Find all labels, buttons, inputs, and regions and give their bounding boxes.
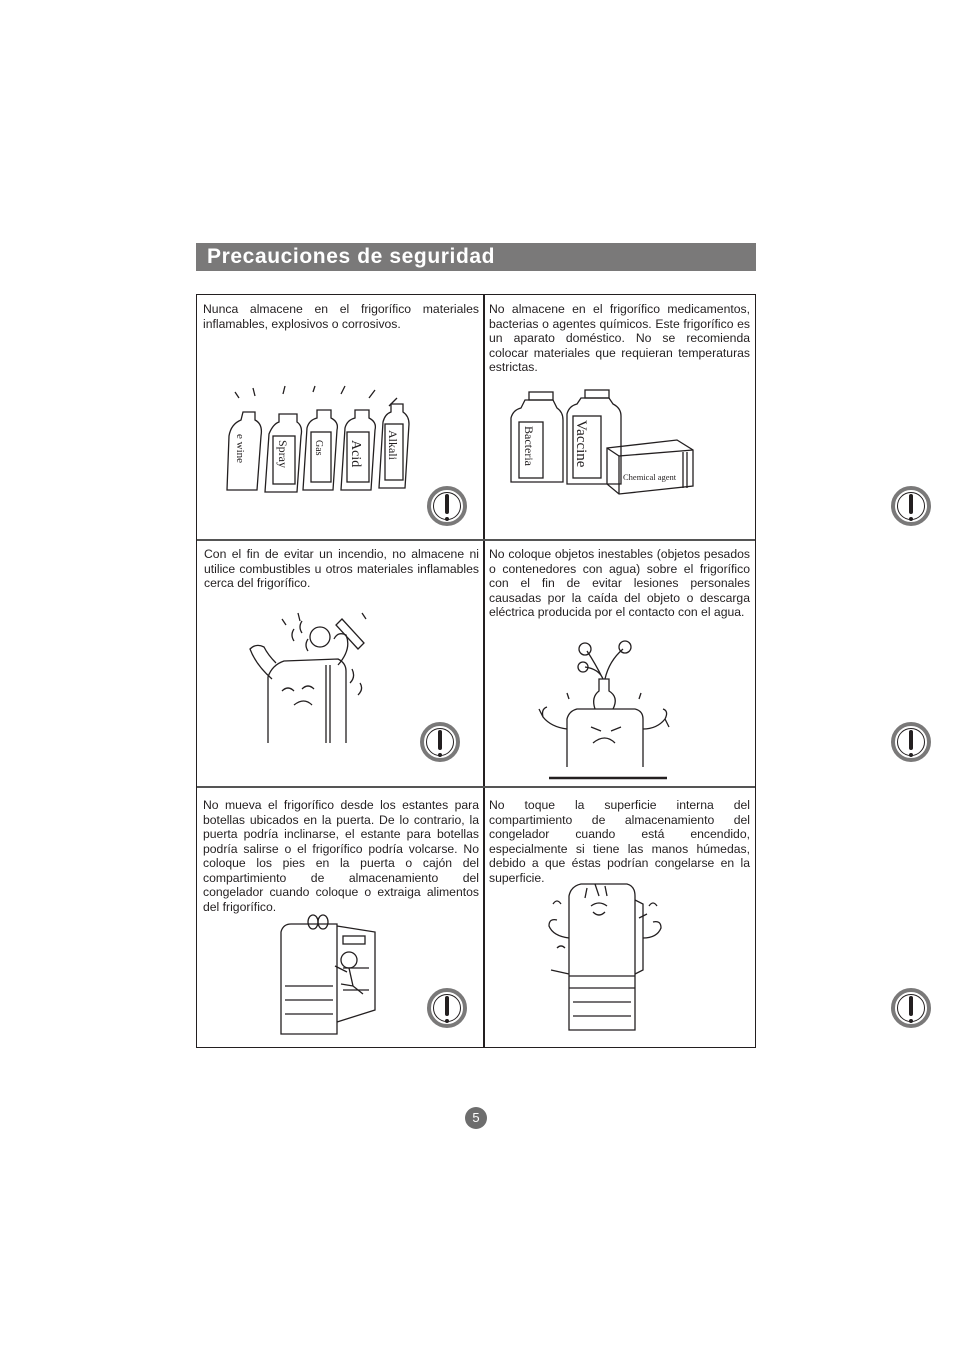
column-divider <box>483 295 485 1047</box>
precaution-cell-flammables <box>203 302 479 538</box>
product-label: Chemical agent <box>623 472 677 482</box>
warning-icon <box>427 486 467 526</box>
precautions-grid <box>196 294 756 1048</box>
precaution-cell-door-shelves <box>203 798 479 1044</box>
fridge-fire-illustration <box>242 609 382 749</box>
fridge-vase-illustration <box>533 639 713 779</box>
bottle-label: e wine <box>234 434 246 464</box>
precaution-text: No coloque objetos inestables (objetos pesados o contenedores con agua) sobre el frigorífico con el fin de evitar lesiones personales causadas por la caída del objeto o descarga eléctrica producida por el contacto con el agua. <box>489 547 750 619</box>
fridge-door-climb-illustration <box>277 914 387 1038</box>
warning-icon <box>891 722 931 762</box>
precaution-cell-unstable-objects <box>489 547 750 783</box>
bottle-label: Acid <box>348 440 363 468</box>
precaution-cell-freezer-surface <box>489 798 750 1044</box>
row-divider <box>197 539 755 541</box>
precaution-cell-chemicals <box>489 302 750 538</box>
chemicals-illustration <box>507 390 707 490</box>
section-title-bar <box>196 243 756 271</box>
page-number: 5 <box>465 1107 487 1129</box>
warning-icon <box>891 988 931 1028</box>
precaution-text: No almacene en el frigorífico medicamentos, bacterias o agentes químicos. Este frigorífico es un aparato doméstico. No se recomienda colocar materiales que requieran temperaturas estrictas. <box>489 302 750 374</box>
warning-icon <box>420 722 460 762</box>
warning-icon <box>891 486 931 526</box>
product-label: Vaccine <box>573 420 589 468</box>
precaution-text: No mueva el frigorífico desde los estantes para botellas ubicados en la puerta. De lo contrario, la puerta podría inclinarse, el estante para botellas podría salirse o el frigorífico podría volcarse. No coloque los pies en la puerta o cajón del compartimiento de almacenamiento del congelador cuando coloque o extraiga alimentos del frigorífico. <box>203 798 479 914</box>
warning-icon <box>427 988 467 1028</box>
precaution-text: No toque la superficie interna del compartimiento de almacenamiento del congelador cuando está encendido, especialmente si tiene las manos húmedas, debido a que éstas podrían congelarse en la superficie. <box>489 798 750 885</box>
bottle-label: Gas <box>313 440 324 456</box>
bottle-label: Alkali <box>386 430 400 460</box>
bottle-label: Spray <box>276 440 290 468</box>
precaution-text: Nunca almacene en el frigorífico materiales inflamables, explosivos o corrosivos. <box>203 302 479 331</box>
fridge-frozen-hands-illustration <box>539 878 669 1038</box>
precaution-cell-fire <box>204 547 479 783</box>
row-divider <box>197 786 755 788</box>
flammable-bottles-illustration <box>217 384 427 494</box>
precaution-text: Con el fin de evitar un incendio, no almacene ni utilice combustibles u otros materiales inflamables cerca del frigorífico. <box>204 547 479 590</box>
product-label: Bacteria <box>522 426 536 466</box>
page-title: Precauciones de seguridad <box>207 245 496 268</box>
